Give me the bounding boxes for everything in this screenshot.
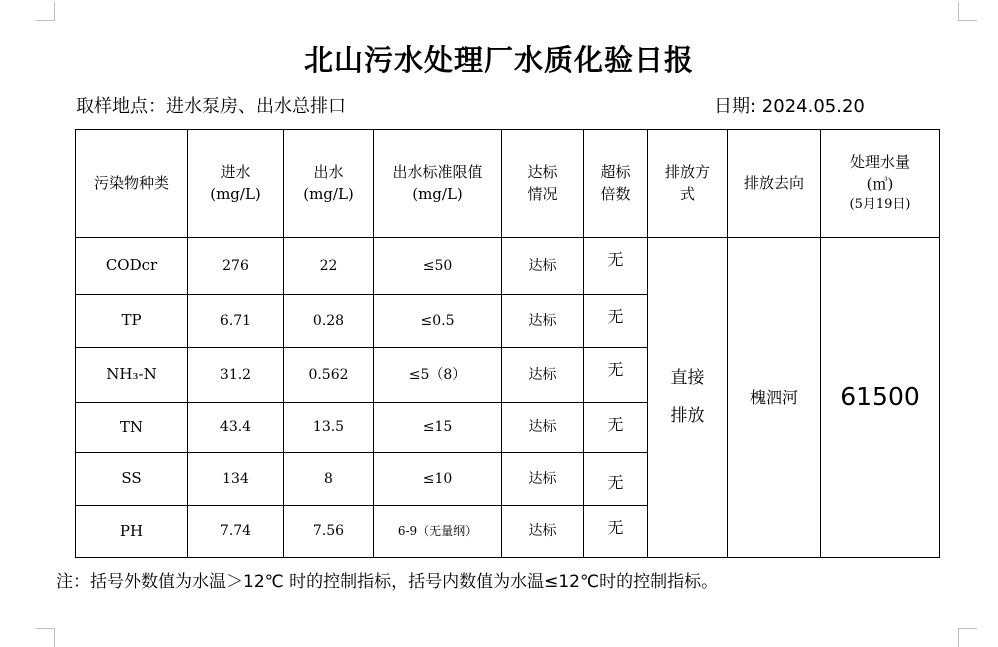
header-status-line1: 达标 xyxy=(527,162,558,181)
header-exceed xyxy=(584,130,648,238)
header-method-line2: 式 xyxy=(679,184,695,203)
header-exceed-line2: 倍数 xyxy=(600,184,631,203)
header-volume-date: (5月19日) xyxy=(849,196,911,212)
sampling-location: 取样地点：进水泵房、出水总排口 xyxy=(76,96,346,117)
page-corner-mark xyxy=(36,628,55,647)
effluent-cell: 8 xyxy=(284,453,374,506)
header-method-line1: 排放方 xyxy=(664,162,710,181)
status-cell: 达标 xyxy=(502,403,584,453)
exceed-cell: 无 xyxy=(584,295,648,348)
table-row xyxy=(76,238,940,295)
exceed-cell: 无 xyxy=(584,348,648,403)
exceed-cell: 无 xyxy=(584,238,648,295)
header-pollutant: 污染物种类 xyxy=(76,130,188,238)
status-cell: 达标 xyxy=(502,295,584,348)
influent-cell: 134 xyxy=(188,453,284,506)
discharge-method-line1: 直接 xyxy=(670,368,705,389)
limit-cell: ≤5（8） xyxy=(374,348,502,403)
exceed-cell: 无 xyxy=(584,453,648,506)
header-method xyxy=(648,130,728,238)
page-corner-mark xyxy=(36,2,55,21)
limit-cell: ≤15 xyxy=(374,403,502,453)
effluent-cell: 0.28 xyxy=(284,295,374,348)
status-cell: 达标 xyxy=(502,453,584,506)
effluent-cell: 13.5 xyxy=(284,403,374,453)
influent-cell: 276 xyxy=(188,238,284,295)
status-cell: 达标 xyxy=(502,348,584,403)
header-volume-label: 处理水量 xyxy=(849,153,910,172)
effluent-cell: 7.56 xyxy=(284,506,374,558)
influent-cell: 6.71 xyxy=(188,295,284,348)
influent-cell: 31.2 xyxy=(188,348,284,403)
header-effluent-unit: (mg/L) xyxy=(303,184,354,203)
header-limit xyxy=(374,130,502,238)
limit-cell: ≤50 xyxy=(374,238,502,295)
header-destination: 排放去向 xyxy=(728,130,821,238)
status-cell: 达标 xyxy=(502,238,584,295)
header-influent xyxy=(188,130,284,238)
footnote: 注：括号外数值为水温＞12℃ 时的控制指标，括号内数值为水温≤12℃时的控制指标。 xyxy=(56,572,719,592)
pollutant-cell: CODcr xyxy=(76,238,188,295)
page-corner-mark xyxy=(958,628,977,647)
header-volume-unit: (㎥) xyxy=(866,175,894,194)
discharge-method-line2: 排放 xyxy=(670,405,705,426)
water-quality-table xyxy=(75,129,940,558)
exceed-cell: 无 xyxy=(584,403,648,453)
limit-cell: ≤0.5 xyxy=(374,295,502,348)
discharge-method-cell xyxy=(648,238,728,558)
pollutant-cell: TP xyxy=(76,295,188,348)
header-status-line2: 情况 xyxy=(527,184,558,203)
pollutant-cell: PH xyxy=(76,506,188,558)
header-effluent-label: 出水 xyxy=(313,162,344,181)
page-corner-mark xyxy=(958,2,977,21)
header-volume xyxy=(821,130,940,238)
discharge-destination-cell: 槐泗河 xyxy=(728,238,821,558)
pollutant-cell: NH₃-N xyxy=(76,348,188,403)
report-date: 日期: 2024.05.20 xyxy=(714,96,865,117)
header-limit-label: 出水标准限值 xyxy=(392,162,483,181)
pollutant-cell: TN xyxy=(76,403,188,453)
header-effluent xyxy=(284,130,374,238)
table-header-row xyxy=(76,130,940,238)
header-limit-unit: (mg/L) xyxy=(412,184,463,203)
header-influent-unit: (mg/L) xyxy=(210,184,261,203)
influent-cell: 43.4 xyxy=(188,403,284,453)
report-title: 北山污水处理厂水质化验日报 xyxy=(303,43,694,77)
header-exceed-line1: 超标 xyxy=(600,162,631,181)
influent-cell: 7.74 xyxy=(188,506,284,558)
effluent-cell: 22 xyxy=(284,238,374,295)
limit-cell: 6-9（无量纲） xyxy=(374,506,502,558)
exceed-cell: 无 xyxy=(584,506,648,558)
pollutant-cell: SS xyxy=(76,453,188,506)
effluent-cell: 0.562 xyxy=(284,348,374,403)
header-status xyxy=(502,130,584,238)
limit-cell: ≤10 xyxy=(374,453,502,506)
treated-volume-cell: 61500 xyxy=(821,238,940,558)
status-cell: 达标 xyxy=(502,506,584,558)
header-influent-label: 进水 xyxy=(220,162,251,181)
